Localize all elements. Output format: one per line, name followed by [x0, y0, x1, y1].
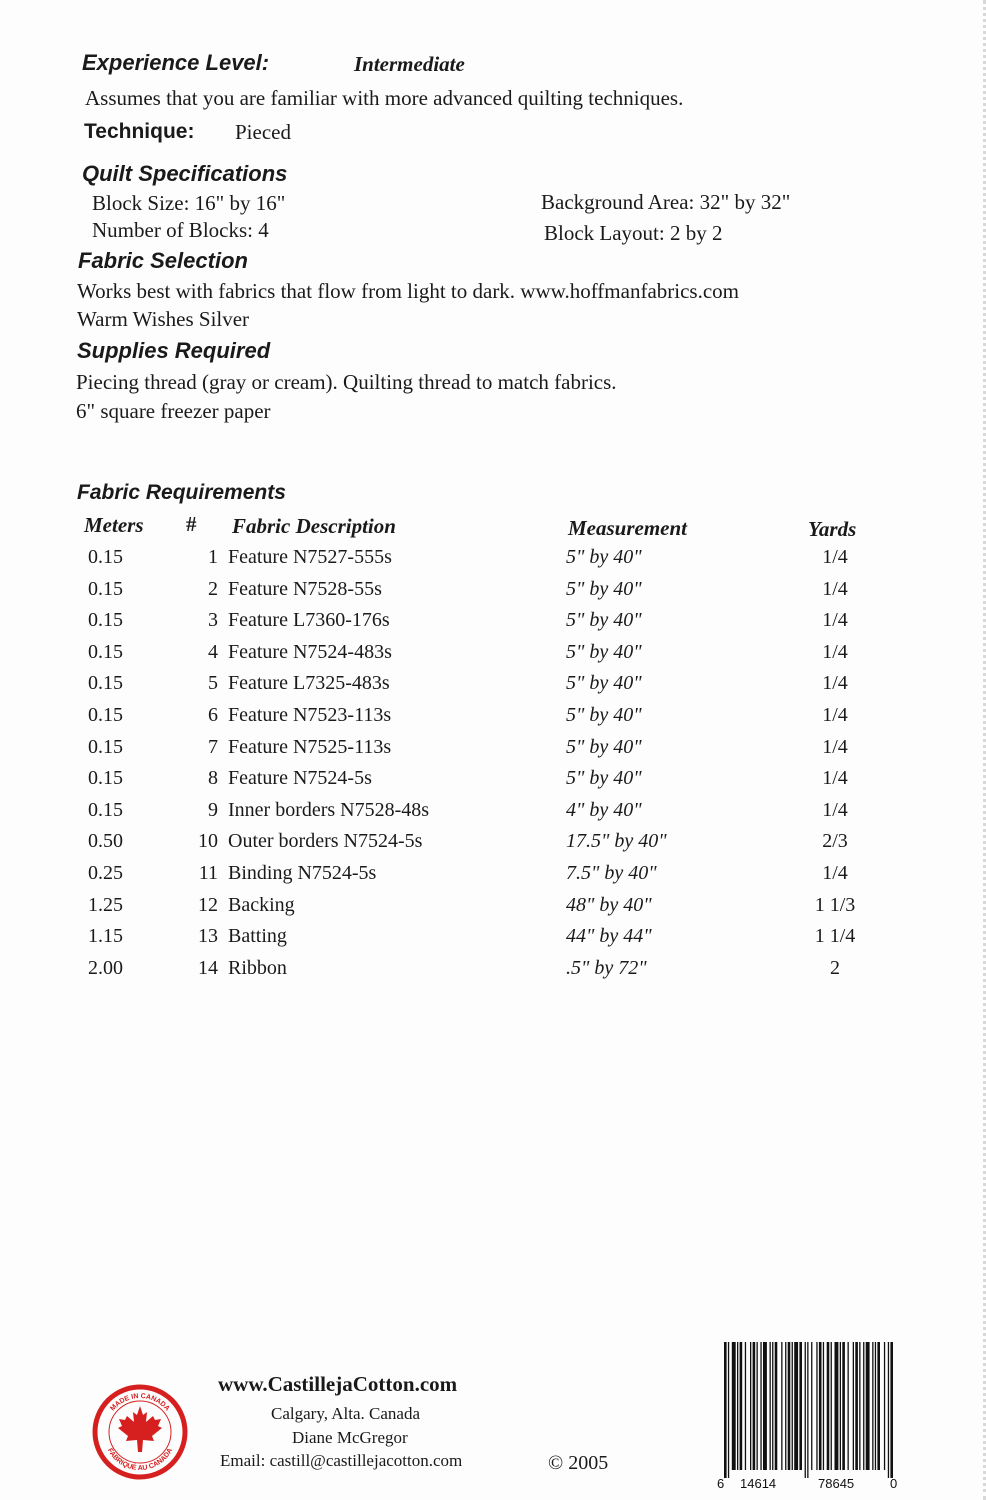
- barcode-bar: [740, 1342, 743, 1470]
- cell-yards: 1/4: [822, 704, 848, 726]
- table-row: [0, 641, 986, 672]
- table-row: [0, 546, 986, 577]
- cell-meters: 0.15: [88, 546, 123, 568]
- fabric-selection-line1: Works best with fabrics that flow from light to dark. www.hoffmanfabrics.com: [77, 279, 739, 303]
- barcode-bar: [757, 1342, 758, 1470]
- cell-number: 8: [208, 767, 218, 790]
- made-in-canada-logo: [92, 1384, 188, 1480]
- cell-meters: 0.15: [88, 704, 123, 726]
- cell-number: 4: [208, 640, 218, 663]
- website-link[interactable]: www.CastillejaCotton.com: [218, 1372, 458, 1396]
- barcode-bar: [732, 1342, 736, 1470]
- cell-description: Feature N7527-555s: [228, 546, 392, 568]
- barcode-bar: [807, 1342, 808, 1478]
- barcode-bar: [760, 1342, 761, 1470]
- barcode-bar: [842, 1342, 845, 1470]
- cell-number: 13: [198, 925, 218, 948]
- col-yards: Yards: [808, 517, 857, 541]
- cell-number: 10: [198, 830, 218, 853]
- cell-description: Backing: [228, 893, 295, 916]
- cell-measurement: 5" by 40": [566, 609, 642, 632]
- fabric-selection-line2: Warm Wishes Silver: [77, 307, 250, 331]
- cell-meters: 0.25: [88, 862, 123, 884]
- maple-leaf-icon: [118, 1406, 162, 1452]
- cell-measurement: 5" by 40": [566, 735, 642, 758]
- cell-meters: 0.15: [88, 735, 123, 758]
- cell-yards: 2: [830, 956, 840, 979]
- cell-number: 7: [208, 735, 218, 758]
- table-row: [0, 894, 986, 925]
- cell-measurement: 5" by 40": [566, 704, 642, 726]
- cell-yards: 1/4: [822, 577, 848, 600]
- table-row: [0, 704, 986, 735]
- barcode: [718, 1340, 898, 1490]
- cell-description: Binding N7524-5s: [228, 862, 377, 884]
- cell-meters: 0.50: [88, 830, 123, 853]
- col-meters: Meters: [84, 513, 144, 537]
- barcode-bar: [753, 1342, 756, 1470]
- barcode-bar: [823, 1342, 824, 1470]
- fabric-requirements-heading: Fabric Requirements: [77, 481, 286, 504]
- logo-top-text: MADE IN CANADA: [109, 1392, 171, 1413]
- barcode-bar: [805, 1342, 806, 1478]
- cell-meters: 1.15: [88, 925, 123, 948]
- col-measurement: Measurement: [568, 516, 688, 540]
- cell-meters: 1.25: [88, 893, 123, 916]
- table-row: [0, 830, 986, 861]
- cell-meters: 0.15: [88, 798, 123, 821]
- cell-yards: 1/4: [822, 735, 848, 758]
- quilt-specifications-heading: Quilt Specifications: [82, 161, 288, 186]
- cell-yards: 1/4: [822, 798, 848, 821]
- fabric-selection-heading: Fabric Selection: [78, 248, 248, 273]
- logo-bottom-text: FABRIQUÉ AU CANADA: [105, 1447, 175, 1473]
- cell-description: Feature N7523-113s: [228, 704, 392, 726]
- barcode-bar: [724, 1342, 727, 1478]
- table-row: [0, 925, 986, 956]
- barcode-digits-group1: 14614: [740, 1476, 777, 1491]
- cell-yards: 1 1/3: [814, 893, 856, 916]
- cell-number: 12: [198, 893, 218, 916]
- barcode-bar: [863, 1342, 864, 1470]
- barcode-bar: [827, 1342, 830, 1470]
- table-row: [0, 609, 986, 640]
- cell-description: Feature N7528-55s: [228, 577, 382, 600]
- barcode-bar: [872, 1342, 873, 1470]
- cell-yards: 1/4: [822, 546, 848, 568]
- cell-yards: 1/4: [822, 609, 848, 632]
- experience-level-value: Intermediate: [354, 52, 465, 76]
- barcode-bar: [799, 1342, 802, 1470]
- barcode-bar: [888, 1342, 889, 1478]
- cell-number: 2: [208, 577, 218, 600]
- cell-yards: 1/4: [822, 862, 848, 884]
- experience-level-label: Experience Level:: [82, 50, 270, 75]
- cell-meters: 0.15: [88, 577, 123, 600]
- barcode-bar: [835, 1342, 839, 1470]
- cell-description: Outer borders N7524-5s: [228, 830, 423, 853]
- cell-description: Feature N7524-5s: [228, 767, 372, 790]
- cell-yards: 1/4: [822, 672, 848, 695]
- barcode-bar: [792, 1342, 793, 1470]
- table-row: [0, 736, 986, 767]
- block-layout: Block Layout: 2 by 2: [544, 221, 723, 245]
- cell-meters: 0.15: [88, 767, 123, 790]
- barcode-bar: [875, 1342, 876, 1470]
- barcode-bar: [831, 1342, 832, 1470]
- barcode-bar: [890, 1342, 893, 1478]
- barcode-bar: [859, 1342, 860, 1470]
- barcode-bar: [811, 1342, 812, 1470]
- cell-yards: 1 1/4: [814, 925, 856, 948]
- barcode-digits-group2: 78645: [818, 1476, 855, 1491]
- cell-number: 6: [208, 704, 218, 726]
- cell-description: Feature L7325-483s: [228, 672, 390, 695]
- cell-description: Batting: [228, 925, 287, 948]
- cell-measurement: 5" by 40": [566, 577, 642, 600]
- cell-measurement: 5" by 40": [566, 640, 642, 663]
- table-row: [0, 862, 986, 893]
- barcode-bar: [745, 1342, 746, 1470]
- cell-meters: 0.15: [88, 672, 123, 695]
- cell-yards: 1/4: [822, 767, 848, 790]
- background-area: Background Area: 32" by 32": [541, 190, 791, 214]
- cell-measurement: 44" by 44": [566, 925, 652, 948]
- cell-number: 9: [208, 798, 218, 821]
- cell-meters: 0.15: [88, 609, 123, 632]
- barcode-bar: [772, 1342, 773, 1470]
- barcode-bar: [848, 1342, 849, 1470]
- cell-yards: 1/4: [822, 640, 848, 663]
- cell-number: 5: [208, 672, 218, 695]
- cell-measurement: 7.5" by 40": [566, 862, 657, 884]
- cell-number: 14: [198, 956, 218, 979]
- cell-measurement: 5" by 40": [566, 546, 642, 568]
- cell-number: 1: [208, 546, 218, 568]
- supplies-heading: Supplies Required: [77, 338, 271, 363]
- barcode-bar: [785, 1342, 786, 1470]
- supplies-line1: Piecing thread (gray or cream). Quilting thread to match fabrics.: [76, 370, 617, 394]
- cell-yards: 2/3: [822, 830, 848, 853]
- technique-label: Technique:: [84, 120, 195, 143]
- number-of-blocks: Number of Blocks: 4: [92, 218, 269, 242]
- barcode-bar: [794, 1342, 798, 1470]
- barcode-bar: [770, 1342, 771, 1470]
- barcode-bar: [781, 1342, 782, 1470]
- barcode-bar: [728, 1342, 729, 1478]
- barcode-bar: [855, 1342, 858, 1470]
- cell-measurement: 17.5" by 40": [566, 830, 667, 853]
- barcode-bar: [750, 1342, 751, 1470]
- cell-description: Inner borders N7528-48s: [228, 798, 430, 821]
- cell-description: Feature L7360-176s: [228, 609, 390, 632]
- barcode-bar: [763, 1342, 767, 1470]
- barcode-digit-left: 6: [717, 1476, 725, 1491]
- barcode-digit-right: 0: [890, 1476, 898, 1491]
- copyright: © 2005: [548, 1452, 609, 1474]
- supplies-line2: 6" square freezer paper: [76, 399, 271, 423]
- cell-number: 11: [198, 862, 218, 884]
- barcode-bar: [884, 1342, 885, 1470]
- cell-measurement: 4" by 40": [566, 798, 642, 821]
- cell-description: Feature N7525-113s: [228, 735, 392, 758]
- cell-description: Feature N7524-483s: [228, 640, 392, 663]
- col-fabric-description: Fabric Description: [232, 514, 396, 538]
- cell-measurement: .5" by 72": [566, 956, 647, 979]
- barcode-bar: [840, 1342, 841, 1470]
- cell-measurement: 5" by 40": [566, 672, 642, 695]
- cell-description: Ribbon: [228, 956, 287, 979]
- technique-value: Pieced: [235, 120, 291, 144]
- cell-measurement: 48" by 40": [566, 893, 652, 916]
- barcode-bar: [819, 1342, 822, 1470]
- barcode-bar: [877, 1342, 880, 1470]
- experience-note: Assumes that you are familiar with more advanced quilting techniques.: [85, 86, 684, 110]
- barcode-bar: [816, 1342, 817, 1470]
- table-row: [0, 578, 986, 609]
- cell-meters: 2.00: [88, 956, 123, 979]
- col-number: #: [186, 512, 197, 536]
- email[interactable]: Email: castill@castillejacotton.com: [220, 1451, 463, 1470]
- city: Calgary, Alta. Canada: [271, 1404, 421, 1423]
- designer-name: Diane McGregor: [292, 1428, 408, 1447]
- table-row: [0, 672, 986, 703]
- cell-meters: 0.15: [88, 640, 123, 663]
- block-size: Block Size: 16" by 16": [92, 191, 286, 215]
- barcode-bar: [788, 1342, 791, 1470]
- cell-measurement: 5" by 40": [566, 767, 642, 790]
- cell-number: 3: [208, 609, 218, 632]
- barcode-bar: [853, 1342, 854, 1470]
- barcode-bar: [775, 1342, 778, 1470]
- table-row: [0, 767, 986, 798]
- barcode-bar: [737, 1342, 738, 1470]
- barcode-bar: [866, 1342, 870, 1470]
- table-row: [0, 957, 986, 988]
- table-row: [0, 799, 986, 830]
